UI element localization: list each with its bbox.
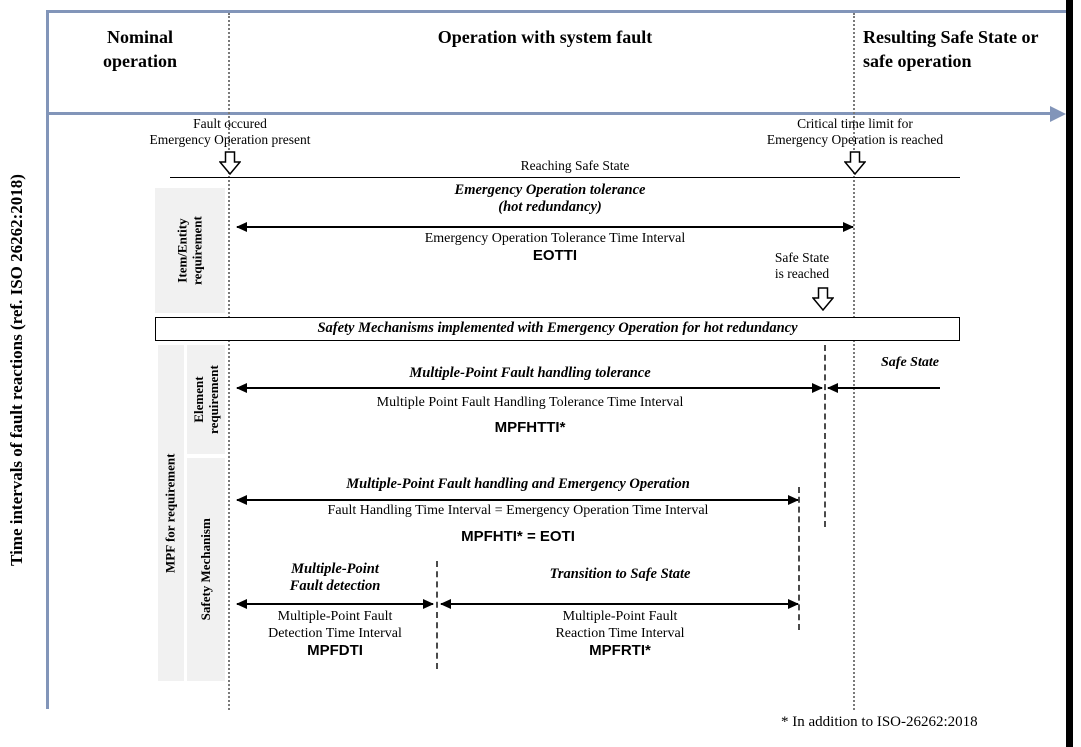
- eotti-interval-label: Emergency Operation Tolerance Time Interval: [424, 231, 686, 246]
- fault-event-line1: Fault occured: [193, 116, 267, 131]
- transition-safe-state-title: Transition to Safe State: [549, 566, 691, 582]
- detection-reaction-separator: [436, 561, 438, 669]
- row-label-element-requirement-text: Element requirement: [190, 365, 220, 434]
- safe-state-right-label: Safe State: [881, 355, 939, 370]
- mpfrti-interval-line1: Multiple-Point Fault: [562, 609, 678, 624]
- mpfrti-arrow: [441, 603, 798, 605]
- mpf-handling-tolerance-title: Multiple-Point Fault handling tolerance: [409, 365, 651, 381]
- timeline-axis-arrow: [47, 112, 1050, 115]
- mpfhti-acronym: MPFHTI* = EOTI: [461, 528, 575, 545]
- mpfdti-arrow: [237, 603, 433, 605]
- frame-top-line: [47, 10, 1066, 13]
- row-label-safety-mechanism: [187, 458, 225, 681]
- figure-right-border: [1066, 0, 1073, 747]
- critical-limit-marker-icon: [844, 151, 866, 175]
- header-operation-with-system-fault: Operation with system fault: [437, 27, 653, 47]
- eo-tolerance-title-line2: (hot redundancy): [498, 199, 602, 216]
- reaching-safe-state-label: Reaching Safe State: [520, 158, 630, 173]
- row-label-mpf-group-text: MPF for requirement: [162, 453, 178, 573]
- safe-state-reached-line2: is reached: [774, 265, 830, 281]
- header-nominal-operation: Nominal operation: [103, 27, 177, 72]
- figure-title-text: Time intervals of fault reactions (ref. ISO 26262:2018): [7, 174, 26, 566]
- fault-marker-icon: [219, 151, 241, 175]
- mpfhti-arrow: [237, 499, 798, 501]
- eotti-acronym: EOTTI: [532, 247, 578, 264]
- row-label-element-requirement: [187, 345, 225, 454]
- mpfdti-interval-line1: Multiple-Point Fault: [277, 609, 393, 624]
- mpfrti-interval-line2: Reaction Time Interval: [555, 625, 685, 641]
- safe-state-marker-icon: [812, 287, 834, 311]
- safe-state-baseline: [170, 177, 960, 178]
- mpfhtti-arrow: [237, 387, 822, 389]
- mpfrti-label-block: [490, 609, 750, 660]
- critical-limit-label: [740, 116, 970, 148]
- safe-state-reached-line1: Safe State: [774, 250, 830, 265]
- guide-safe-state-reached: [824, 345, 826, 527]
- mpfdti-interval-line2: Detection Time Interval: [268, 625, 402, 641]
- mpf-handling-eo-title: Multiple-Point Fault handling and Emergency Operation: [346, 476, 690, 492]
- eo-tolerance-title-line1: Emergency Operation tolerance: [454, 182, 646, 198]
- mpfdti-acronym: MPFDTI: [307, 642, 363, 660]
- row-label-mpf-group: [158, 345, 184, 681]
- mpfhti-interval-label: Fault Handling Time Interval = Emergency Operation Time Interval: [327, 503, 709, 518]
- critical-limit-line1: Critical time limit for: [797, 116, 913, 131]
- row-label-safety-mechanism-text: Safety Mechanism: [197, 518, 213, 621]
- safe-state-return-arrow: [828, 387, 940, 389]
- eotti-arrow: [237, 226, 853, 228]
- row-label-item-entity-text: Item/Entity requirement: [174, 216, 204, 285]
- critical-limit-line2: Emergency Operation is reached: [766, 131, 944, 147]
- fault-event-label: [115, 116, 345, 148]
- eo-tolerance-title: [330, 182, 770, 216]
- mpfhtti-acronym: MPFHTTI*: [494, 419, 566, 436]
- mpf-detection-title-line2: Fault detection: [289, 578, 381, 595]
- mpfrti-acronym: MPFRTI*: [589, 642, 651, 660]
- row-label-item-entity: [155, 188, 225, 313]
- mpf-detection-title-line1: Multiple-Point: [291, 561, 379, 577]
- mpfdti-label-block: [235, 609, 435, 660]
- safety-mechanisms-box: [155, 317, 960, 341]
- safety-mechanisms-box-text: Safety Mechanisms implemented with Emergency Operation for hot redundancy: [317, 320, 798, 337]
- header-resulting-safe-state: Resulting Safe State or safe operation: [863, 27, 1039, 72]
- mpf-detection-title: [245, 561, 425, 595]
- fault-event-line2: Emergency Operation present: [149, 131, 311, 147]
- footnote: * In addition to ISO-26262:2018: [781, 714, 978, 730]
- safe-state-reached-label: [752, 250, 852, 282]
- mpfhtti-interval-label: Multiple Point Fault Handling Tolerance Time Interval: [376, 395, 684, 410]
- figure-title: [7, 20, 33, 720]
